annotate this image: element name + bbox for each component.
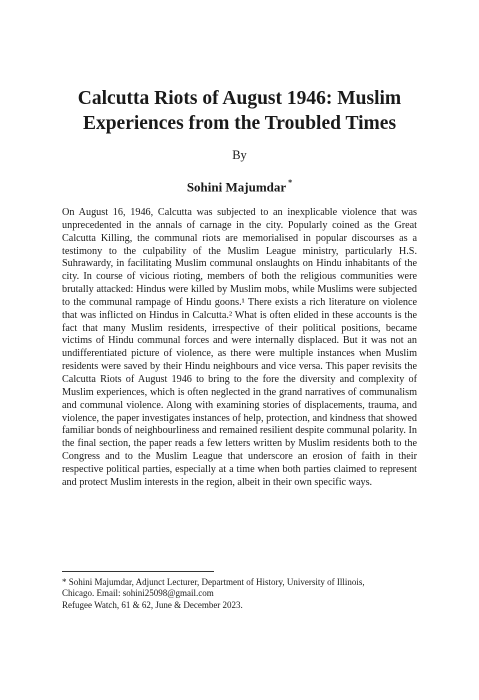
footnote-line-1: * Sohini Majumdar, Adjunct Lecturer, Department of History, University of Illinois, [62,577,365,587]
footnote-divider [62,571,214,572]
footnotes [62,577,417,611]
footnote-line-3: Refugee Watch, 61 & 62, June & December 2023. [62,599,243,610]
abstract-paragraph: On August 16, 1946, Calcutta was subjected to an inexplicable violence that was unprecedented in the annals of carnage in the city. Popularly coined as the Great Calcutta Killing, the communal riots are memorialised in popular discourses as a testimony to the culpability of the Muslim League ministry, particularly H.S. Suhrawardy, in facilitating Muslim communal onslaughts on Hindu inhabitants of the city. In course of vicious rioting, members of both the religious communities were brutally attacked: Hindus were killed by Muslim mobs, while Muslims were subjected to the communal rampage of Hindu goons.¹ There exists a rich literature on violence that was inflicted on Hindus in Calcutta.² What is often elided in these accounts is the fact that many Muslim residents, irrespective of their political positions, became victims of Hindu communal forces and were internally displaced. But it was not an undifferentiated picture of violence, as there were multiple instances when Muslim residents were saved by their Hindu neighbours and vice versa. This paper revisits the Calcutta Riots of August 1946 to bring to the fore the diversity and complexity of Muslim experiences, which is often neglected in the grand narratives of communalism and communal violence. Along with examining stories of displacements, trauma, and violence, the paper investigates instances of help, protection, and kindness that showed familiar bonds of neighbourliness and remained resilient despite communal polarity. In the final section, the paper reads a few letters written by Muslim residents both to the Congress and to the Muslim League that underscore an erosion of faith in their respective political parties, especially at a time when both parties claimed to represent and protect Muslim interests in the region, albeit in their own specific ways. [62,207,417,488]
title-line-2: Experiences from the Troubled Times [82,113,397,134]
footnote-line-2: Chicago. Email: sohini25098@gmail.com [62,588,214,599]
author-name [0,179,479,195]
author-name-text: Sohini Majumdar [186,179,287,195]
paper-title [40,86,439,136]
byline-by: By [232,148,247,162]
author-footnote-mark: * [288,178,293,187]
abstract [62,207,417,490]
title-line-1: Calcutta Riots of August 1946: Muslim [77,88,402,109]
